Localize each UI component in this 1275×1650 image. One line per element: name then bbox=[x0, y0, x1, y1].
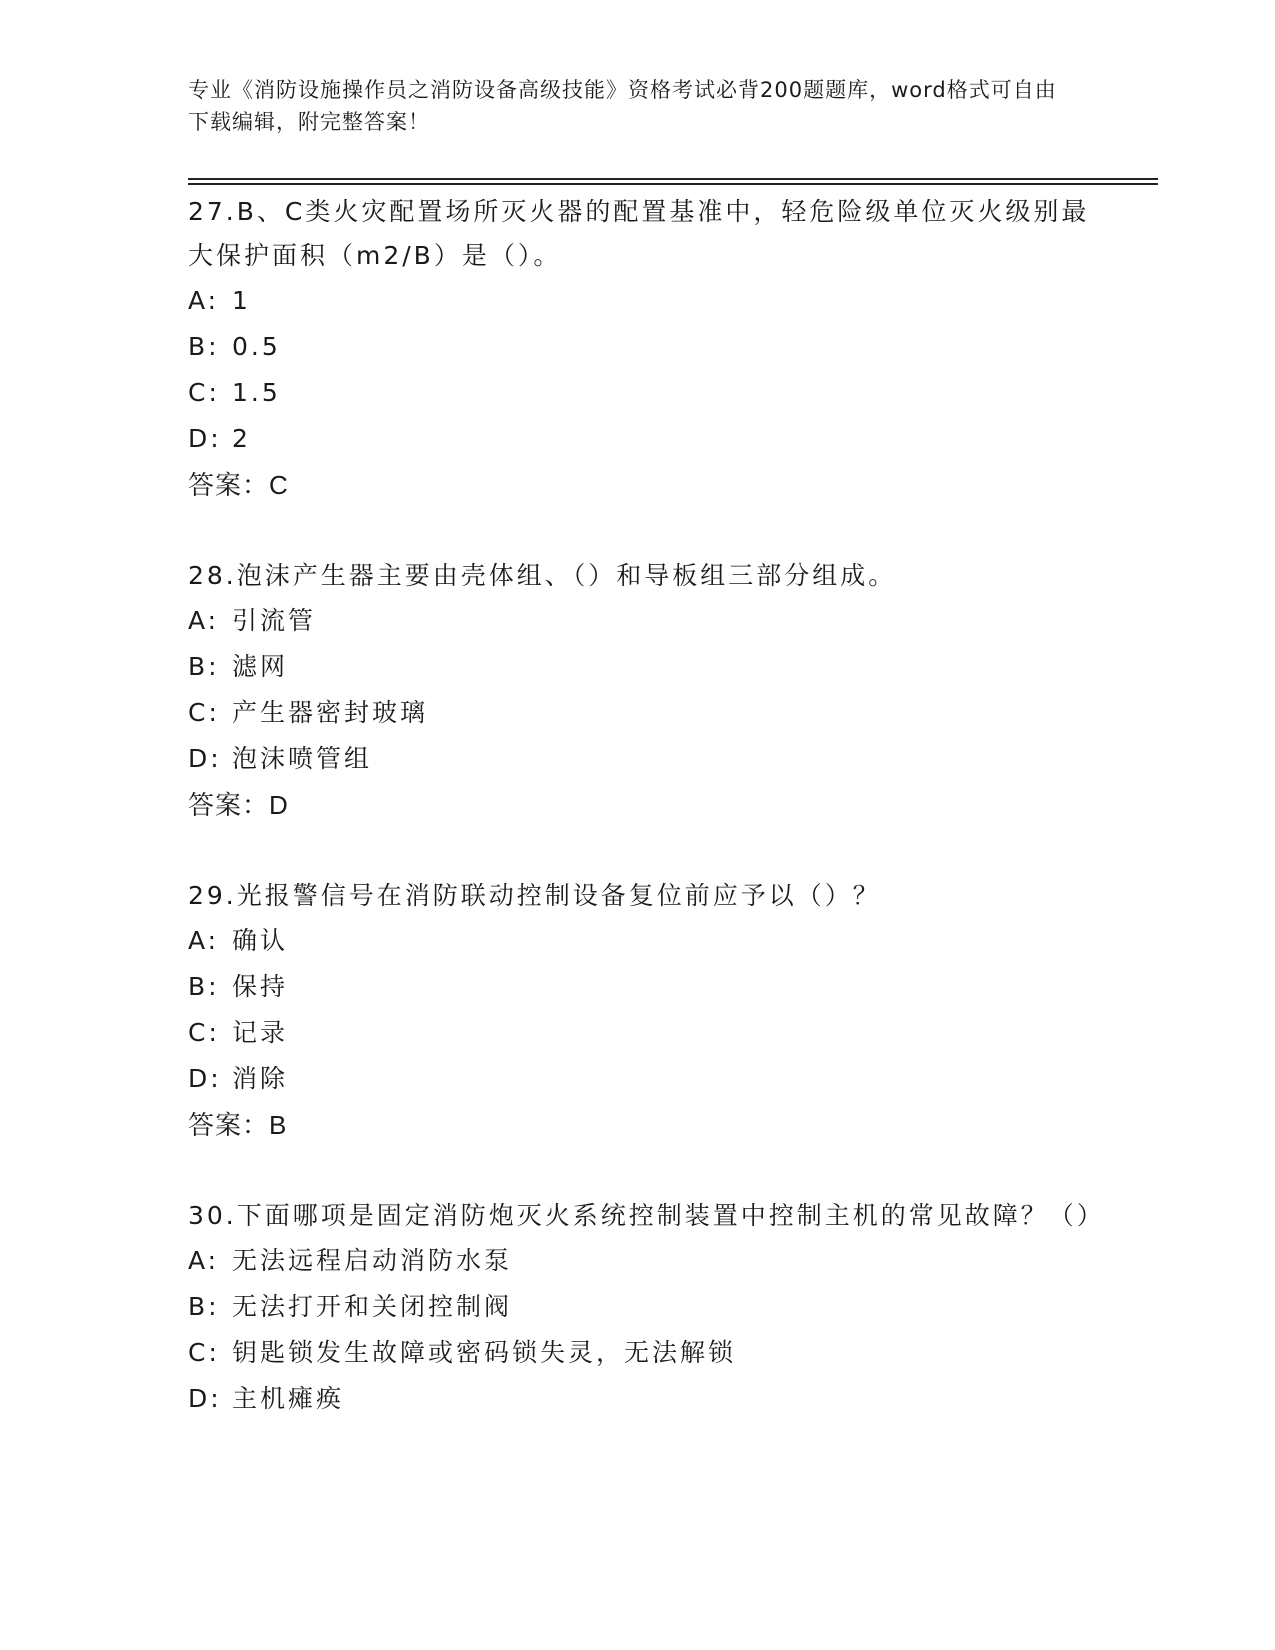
option-key: D: bbox=[188, 424, 222, 453]
option-key: B: bbox=[188, 652, 220, 681]
option-a bbox=[188, 1238, 1108, 1284]
option-text: 引流管 bbox=[232, 606, 317, 635]
option-text: 无法远程启动消防水泵 bbox=[232, 1246, 513, 1275]
document-header: 专业《消防设施操作员之消防设备高级技能》资格考试必背200题题库，word格式可自由下载编辑，附完整答案！ bbox=[188, 78, 1057, 134]
option-text: 滤网 bbox=[232, 652, 289, 681]
option-key: D: bbox=[188, 744, 222, 773]
option-text: 消除 bbox=[232, 1064, 289, 1093]
question-30 bbox=[188, 1194, 1108, 1422]
option-text: 0.5 bbox=[232, 332, 281, 361]
option-c bbox=[188, 1330, 1108, 1376]
option-key: A: bbox=[188, 1246, 220, 1275]
question-stem: 30.下面哪项是固定消防炮灭火系统控制装置中控制主机的常见故障？（） bbox=[188, 1201, 1105, 1230]
option-d bbox=[188, 736, 1108, 782]
option-b bbox=[188, 644, 1108, 690]
option-c bbox=[188, 1010, 1108, 1056]
option-key: D: bbox=[188, 1064, 222, 1093]
option-key: C: bbox=[188, 378, 220, 407]
option-text: 主机瘫痪 bbox=[232, 1384, 345, 1413]
option-key: C: bbox=[188, 698, 220, 727]
option-b bbox=[188, 1284, 1108, 1330]
header-divider-top bbox=[188, 178, 1158, 180]
option-text: 2 bbox=[232, 424, 251, 453]
option-a bbox=[188, 918, 1108, 964]
answer-label: 答案：B bbox=[188, 1110, 288, 1140]
question-list bbox=[188, 190, 1108, 1468]
question-29 bbox=[188, 874, 1108, 1148]
answer-label: 答案：D bbox=[188, 790, 289, 820]
option-a bbox=[188, 278, 1108, 324]
header-divider-bottom bbox=[188, 183, 1158, 185]
option-key: B: bbox=[188, 972, 220, 1001]
option-text: 保持 bbox=[232, 972, 289, 1001]
option-key: A: bbox=[188, 286, 220, 315]
option-b bbox=[188, 964, 1108, 1010]
option-d bbox=[188, 1376, 1108, 1422]
option-d bbox=[188, 1056, 1108, 1102]
question-27 bbox=[188, 190, 1108, 508]
option-key: B: bbox=[188, 1292, 220, 1321]
option-key: D: bbox=[188, 1384, 222, 1413]
option-b bbox=[188, 324, 1108, 370]
option-key: B: bbox=[188, 332, 220, 361]
option-c bbox=[188, 370, 1108, 416]
question-stem: 28.泡沫产生器主要由壳体组、（）和导板组三部分组成。 bbox=[188, 561, 897, 590]
option-key: A: bbox=[188, 606, 220, 635]
option-key: C: bbox=[188, 1018, 220, 1047]
question-stem: 27.B、C类火灾配置场所灭火器的配置基准中，轻危险级单位灭火级别最大保护面积（m2/B）是（）。 bbox=[188, 197, 1090, 270]
option-text: 确认 bbox=[232, 926, 289, 955]
option-d bbox=[188, 416, 1108, 462]
question-stem: 29.光报警信号在消防联动控制设备复位前应予以（）？ bbox=[188, 881, 881, 910]
option-key: A: bbox=[188, 926, 220, 955]
option-key: C: bbox=[188, 1338, 220, 1367]
answer-label: 答案：C bbox=[188, 470, 289, 500]
option-text: 1.5 bbox=[232, 378, 281, 407]
option-text: 无法打开和关闭控制阀 bbox=[232, 1292, 513, 1321]
option-text: 记录 bbox=[232, 1018, 289, 1047]
option-c bbox=[188, 690, 1108, 736]
option-text: 钥匙锁发生故障或密码锁失灵，无法解锁 bbox=[232, 1338, 737, 1367]
option-text: 产生器密封玻璃 bbox=[232, 698, 429, 727]
option-text: 泡沫喷管组 bbox=[232, 744, 373, 773]
option-a bbox=[188, 598, 1108, 644]
question-28 bbox=[188, 554, 1108, 828]
option-text: 1 bbox=[232, 286, 251, 315]
